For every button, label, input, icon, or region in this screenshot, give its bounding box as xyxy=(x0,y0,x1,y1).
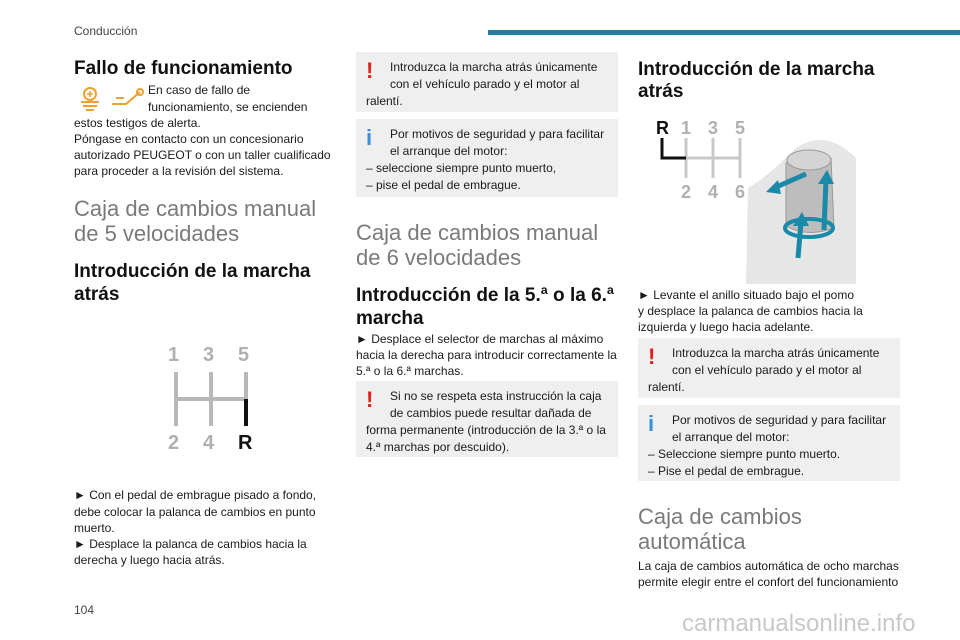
fifth-step-a: ► Desplace el selector de marchas al máximo xyxy=(356,332,604,346)
fifth-step-c: 5.ª o la 6.ª marchas. xyxy=(356,364,464,378)
info3-line-a: Por motivos de seguridad y para facilitar xyxy=(672,413,887,427)
reverse-6speed-title-line2: atrás xyxy=(638,81,684,102)
info-note-safety-6speed xyxy=(638,405,900,481)
page-number: 104 xyxy=(74,603,95,617)
fault-text-e: autorizado PEUGEOT o con un taller cualificado xyxy=(74,148,331,162)
fault-text-d: Póngase en contacto con un concesionario xyxy=(74,132,304,146)
warning3-line-b: con el vehículo parado y el motor al xyxy=(672,363,862,377)
reverse-6speed-title-line1: Introducción de la marcha xyxy=(638,59,875,80)
gear6-label-6: 6 xyxy=(735,182,746,202)
step1-a: ► Con el pedal de embrague pisado a fondo, xyxy=(74,488,317,502)
info-line-b: el arranque del motor: xyxy=(390,144,508,158)
gear-label-4: 4 xyxy=(203,432,215,454)
gear-label-2: 2 xyxy=(168,432,180,454)
reverse6-step-a: ► Levante el anillo situado bajo el pomo xyxy=(638,288,855,302)
fifth-gear-subtitle-line1: Introducción de la 5.ª o la 6.ª xyxy=(356,285,614,306)
step2-a: ► Desplace la palanca de cambios hacia la xyxy=(74,537,307,551)
reverse6-step-c: izquierda y luego hacia adelante. xyxy=(638,320,814,334)
reverse6-step-b: y desplace la palanca de cambios hacia la xyxy=(638,304,863,318)
gear-label-r: R xyxy=(238,432,253,454)
warning3-line-a: Introduzca la marcha atrás únicamente xyxy=(672,346,880,360)
watermark: carmanualsonline.info xyxy=(682,610,916,637)
reverse-subtitle-line2: atrás xyxy=(74,284,120,305)
info-icon: i xyxy=(366,125,373,150)
heading-5speed-line2: de 5 velocidades xyxy=(74,221,240,246)
gear-label-1: 1 xyxy=(168,344,180,366)
warning-note-damage xyxy=(356,381,618,457)
fault-text-b: funcionamiento, se encienden xyxy=(148,100,308,114)
gear6-label-3: 3 xyxy=(708,118,719,138)
auto-text-b: permite elegir entre el confort del funcionamiento xyxy=(638,575,899,589)
fault-text-f: para proceder a la revisión del sistema. xyxy=(74,164,284,178)
info-line-a: Por motivos de seguridad y para facilitar xyxy=(390,127,605,141)
warning3-line-c: ralentí. xyxy=(648,380,685,394)
gear-diagram-6speed xyxy=(656,118,866,284)
warning-exclamation-icon: ! xyxy=(648,344,656,369)
warning-note-reverse-6speed xyxy=(638,338,900,398)
gear-diagram-5speed xyxy=(166,344,266,456)
heading-6speed-line2: de 6 velocidades xyxy=(356,245,522,270)
warning2-line-c: forma permanente (introducción de la 3.ª o la xyxy=(366,423,606,437)
info-note-safety xyxy=(356,119,618,197)
heading-5speed-line1: Caja de cambios manual xyxy=(74,196,317,221)
warning-exclamation-icon: ! xyxy=(366,387,374,412)
warning-line-b: con el vehículo parado y el motor al xyxy=(390,77,580,91)
info3-line-d: – Pise el pedal de embrague. xyxy=(648,464,805,478)
heading-6speed-line1: Caja de cambios manual xyxy=(356,220,599,245)
gearbox-fault-icon xyxy=(76,85,104,113)
gear6-label-r: R xyxy=(656,118,669,138)
fault-text-a: En caso de fallo de xyxy=(148,83,251,97)
gear-label-5: 5 xyxy=(238,344,250,366)
gear6-label-4: 4 xyxy=(708,182,719,202)
warning2-line-d: 4.ª marchas por descuido). xyxy=(366,440,510,454)
gear6-label-1: 1 xyxy=(681,118,692,138)
fault-text-c: estos testigos de alerta. xyxy=(74,116,201,130)
fifth-step-b: hacia la derecha para introducir correctamente la xyxy=(356,348,617,362)
info-icon: i xyxy=(648,411,655,436)
heading-auto-line1: Caja de cambios xyxy=(638,504,802,529)
info-line-c: – seleccione siempre punto muerto, xyxy=(366,161,557,175)
header-accent-bar xyxy=(488,30,960,35)
info3-line-c: – Seleccione siempre punto muerto. xyxy=(648,447,841,461)
fifth-gear-subtitle-line2: marcha xyxy=(356,308,424,329)
warning-note-reverse xyxy=(356,52,618,112)
warning2-line-a: Si no se respeta esta instrucción la caja xyxy=(390,389,602,403)
warning-exclamation-icon: ! xyxy=(366,58,374,83)
auto-text-a: La caja de cambios automática de ocho marchas xyxy=(638,559,899,573)
step2-b: derecha y luego hacia atrás. xyxy=(74,553,225,567)
reverse-subtitle-line1: Introducción de la marcha xyxy=(74,261,311,282)
gear6-label-2: 2 xyxy=(681,182,692,202)
step1-b: debe colocar la palanca de cambios en punto xyxy=(74,505,316,519)
info3-line-b: el arranque del motor: xyxy=(672,430,790,444)
warning-line-a: Introduzca la marcha atrás únicamente xyxy=(390,60,598,74)
gear-label-3: 3 xyxy=(203,344,215,366)
info-line-d: – pise el pedal de embrague. xyxy=(366,178,521,192)
fault-title: Fallo de funcionamiento xyxy=(74,58,293,79)
step1-c: muerto. xyxy=(74,521,115,535)
gear-lever-fault-icon xyxy=(108,86,146,108)
warning-line-c: ralentí. xyxy=(366,94,403,108)
heading-auto-line2: automática xyxy=(638,529,746,554)
warning2-line-b: de cambios puede resultar dañada de xyxy=(390,406,592,420)
gear6-label-5: 5 xyxy=(735,118,746,138)
section-label: Conducción xyxy=(74,24,138,38)
